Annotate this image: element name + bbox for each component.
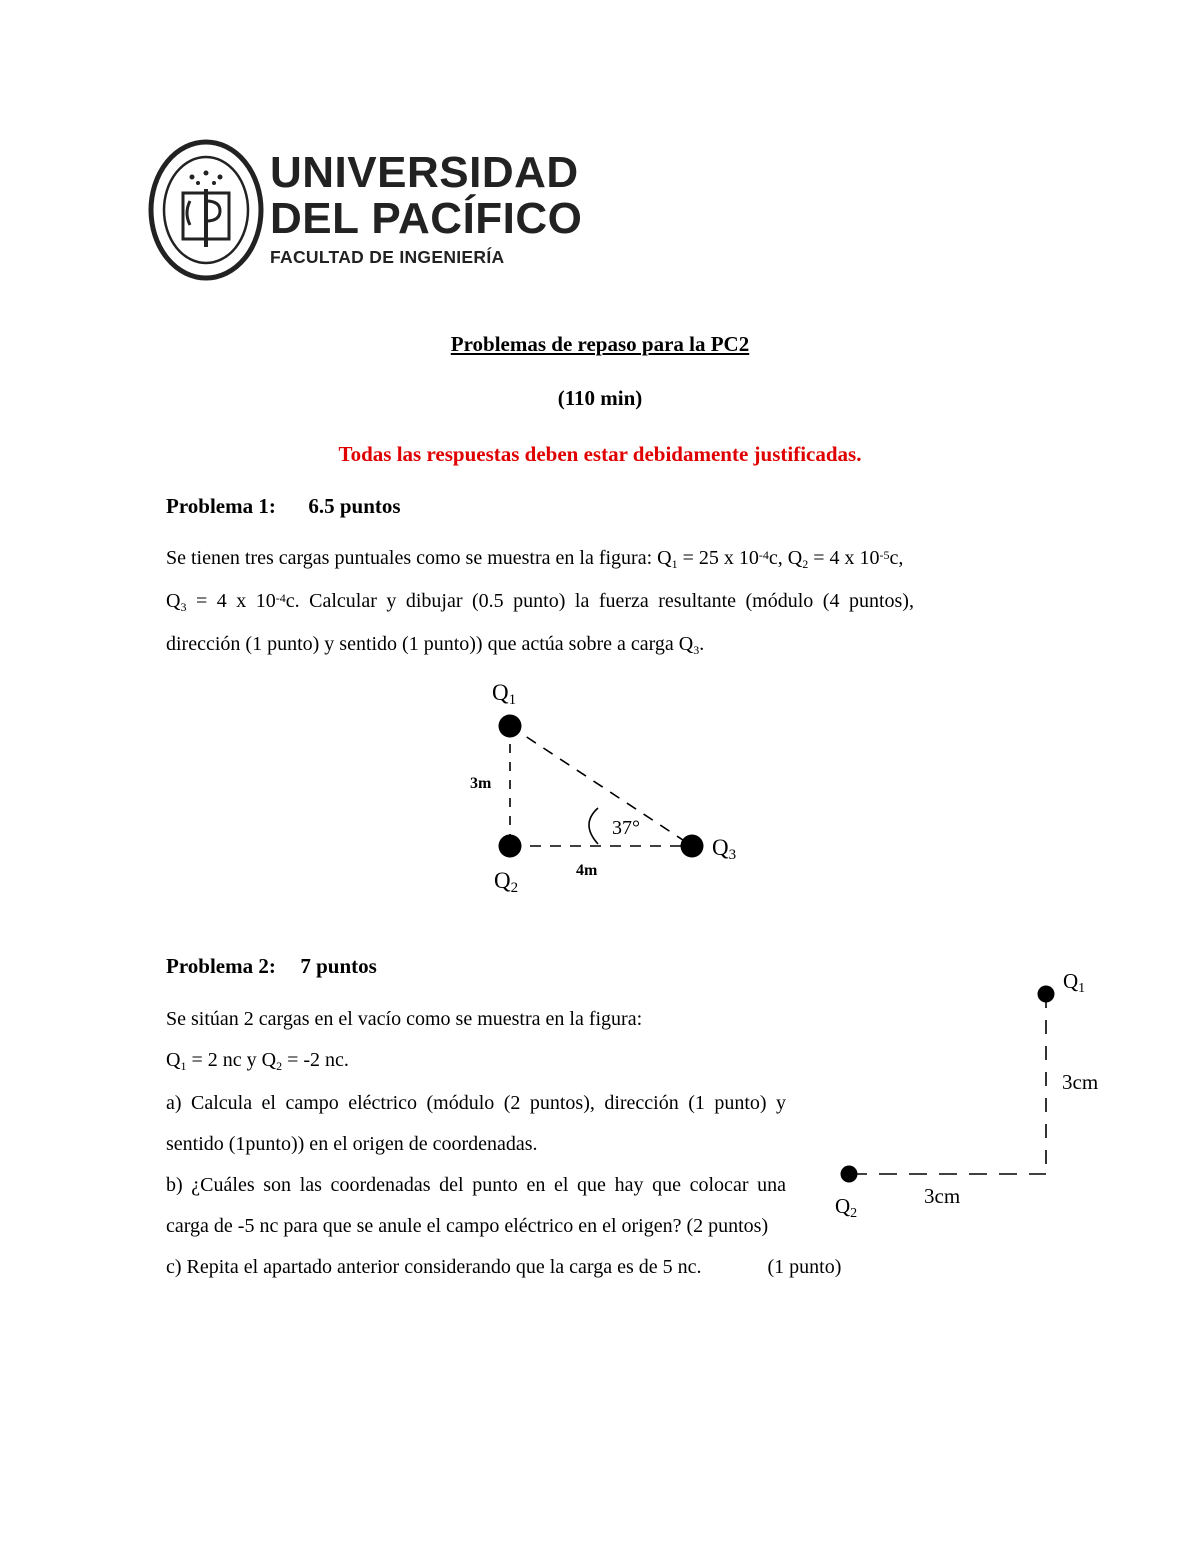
problem2-label: Problema 2:: [166, 954, 276, 978]
university-wordmark: [270, 150, 582, 270]
problem1-line2: $Q_3 = 4$ x $10^{-4}c$. Calcular y dibujar (0.5 punto) la fuerza resultante (módulo (4 puntos),: [166, 590, 914, 614]
label-q2: Q2: [835, 1194, 858, 1221]
label-4m: 4m: [576, 862, 598, 879]
label-q3: Q3: [712, 835, 737, 863]
problem1-points: 6.5 puntos: [308, 494, 401, 518]
page-title: Problemas de repaso para la PC2: [450, 332, 750, 356]
problem2-points: 7 puntos: [300, 954, 377, 978]
problem2-part-c-points: (1 punto): [767, 1256, 842, 1278]
problem1-heading: [166, 494, 401, 519]
justification-warning: Todas las respuestas deben estar debidamente justificadas.: [338, 442, 862, 466]
problem2-line1: Se sitúan 2 cargas en el vacío como se muestra en la figura:: [166, 1008, 643, 1030]
label-3cm-horizontal: 3cm: [924, 1184, 961, 1208]
charge-q1: [1038, 986, 1055, 1003]
university-seal-logo: [148, 135, 268, 285]
problem1-label: Problema 1:: [166, 494, 276, 518]
wordmark-line2: DEL PACÍFICO: [270, 194, 583, 243]
problem1-line1: Se tienen tres cargas puntuales como se muestra en la figura: $Q_1 = 25$ x $10^{-4}c$, $Q_2 = 4$ x $10^{-5}c$,: [166, 547, 904, 571]
problem2-figure: [825, 960, 1125, 1230]
label-q1: Q1: [492, 680, 517, 708]
exam-duration: (110 min): [557, 386, 643, 410]
wordmark-faculty: FACULTAD DE INGENIERÍA: [270, 247, 505, 267]
charge-q1: [499, 715, 522, 738]
problem1-line3: dirección (1 punto) y sentido (1 punto)) que actúa sobre a carga $Q_3$.: [166, 633, 705, 657]
problem2-part-c: c) Repita el apartado anterior considerando que la carga es de 5 nc. (1 punto): [166, 1256, 842, 1278]
problem1-figure: [440, 670, 780, 900]
problem2-part-a: a) Calcula el campo eléctrico (módulo (2 puntos), dirección (1 punto) y sentido (1punto)) en el origen de coordenadas.: [166, 1092, 786, 1155]
label-3m: 3m: [470, 775, 492, 792]
charge-q2: [499, 835, 522, 858]
label-q1: Q1: [1063, 969, 1086, 996]
problem2-line2: $Q_1 = 2$ nc y $Q_2 = -2$ nc.: [166, 1049, 349, 1073]
wordmark-line1: UNIVERSIDAD: [270, 148, 579, 197]
angle-arc: [589, 808, 598, 844]
label-q2: Q2: [494, 868, 519, 896]
label-3cm-vertical: 3cm: [1062, 1070, 1099, 1094]
charge-q2: [841, 1166, 858, 1183]
problem2-statement: [166, 999, 842, 1288]
problem2-part-b: b) ¿Cuáles son las coordenadas del punto en el que hay que colocar una carga de -5 nc para que se anule el campo eléctrico en el origen? (2 puntos): [166, 1174, 786, 1237]
label-angle: 37°: [612, 817, 640, 839]
problem2-heading: [166, 954, 377, 979]
charge-q3: [681, 835, 704, 858]
problem1-statement: [166, 538, 1032, 667]
q1-q3-dashed-line: [510, 726, 692, 846]
